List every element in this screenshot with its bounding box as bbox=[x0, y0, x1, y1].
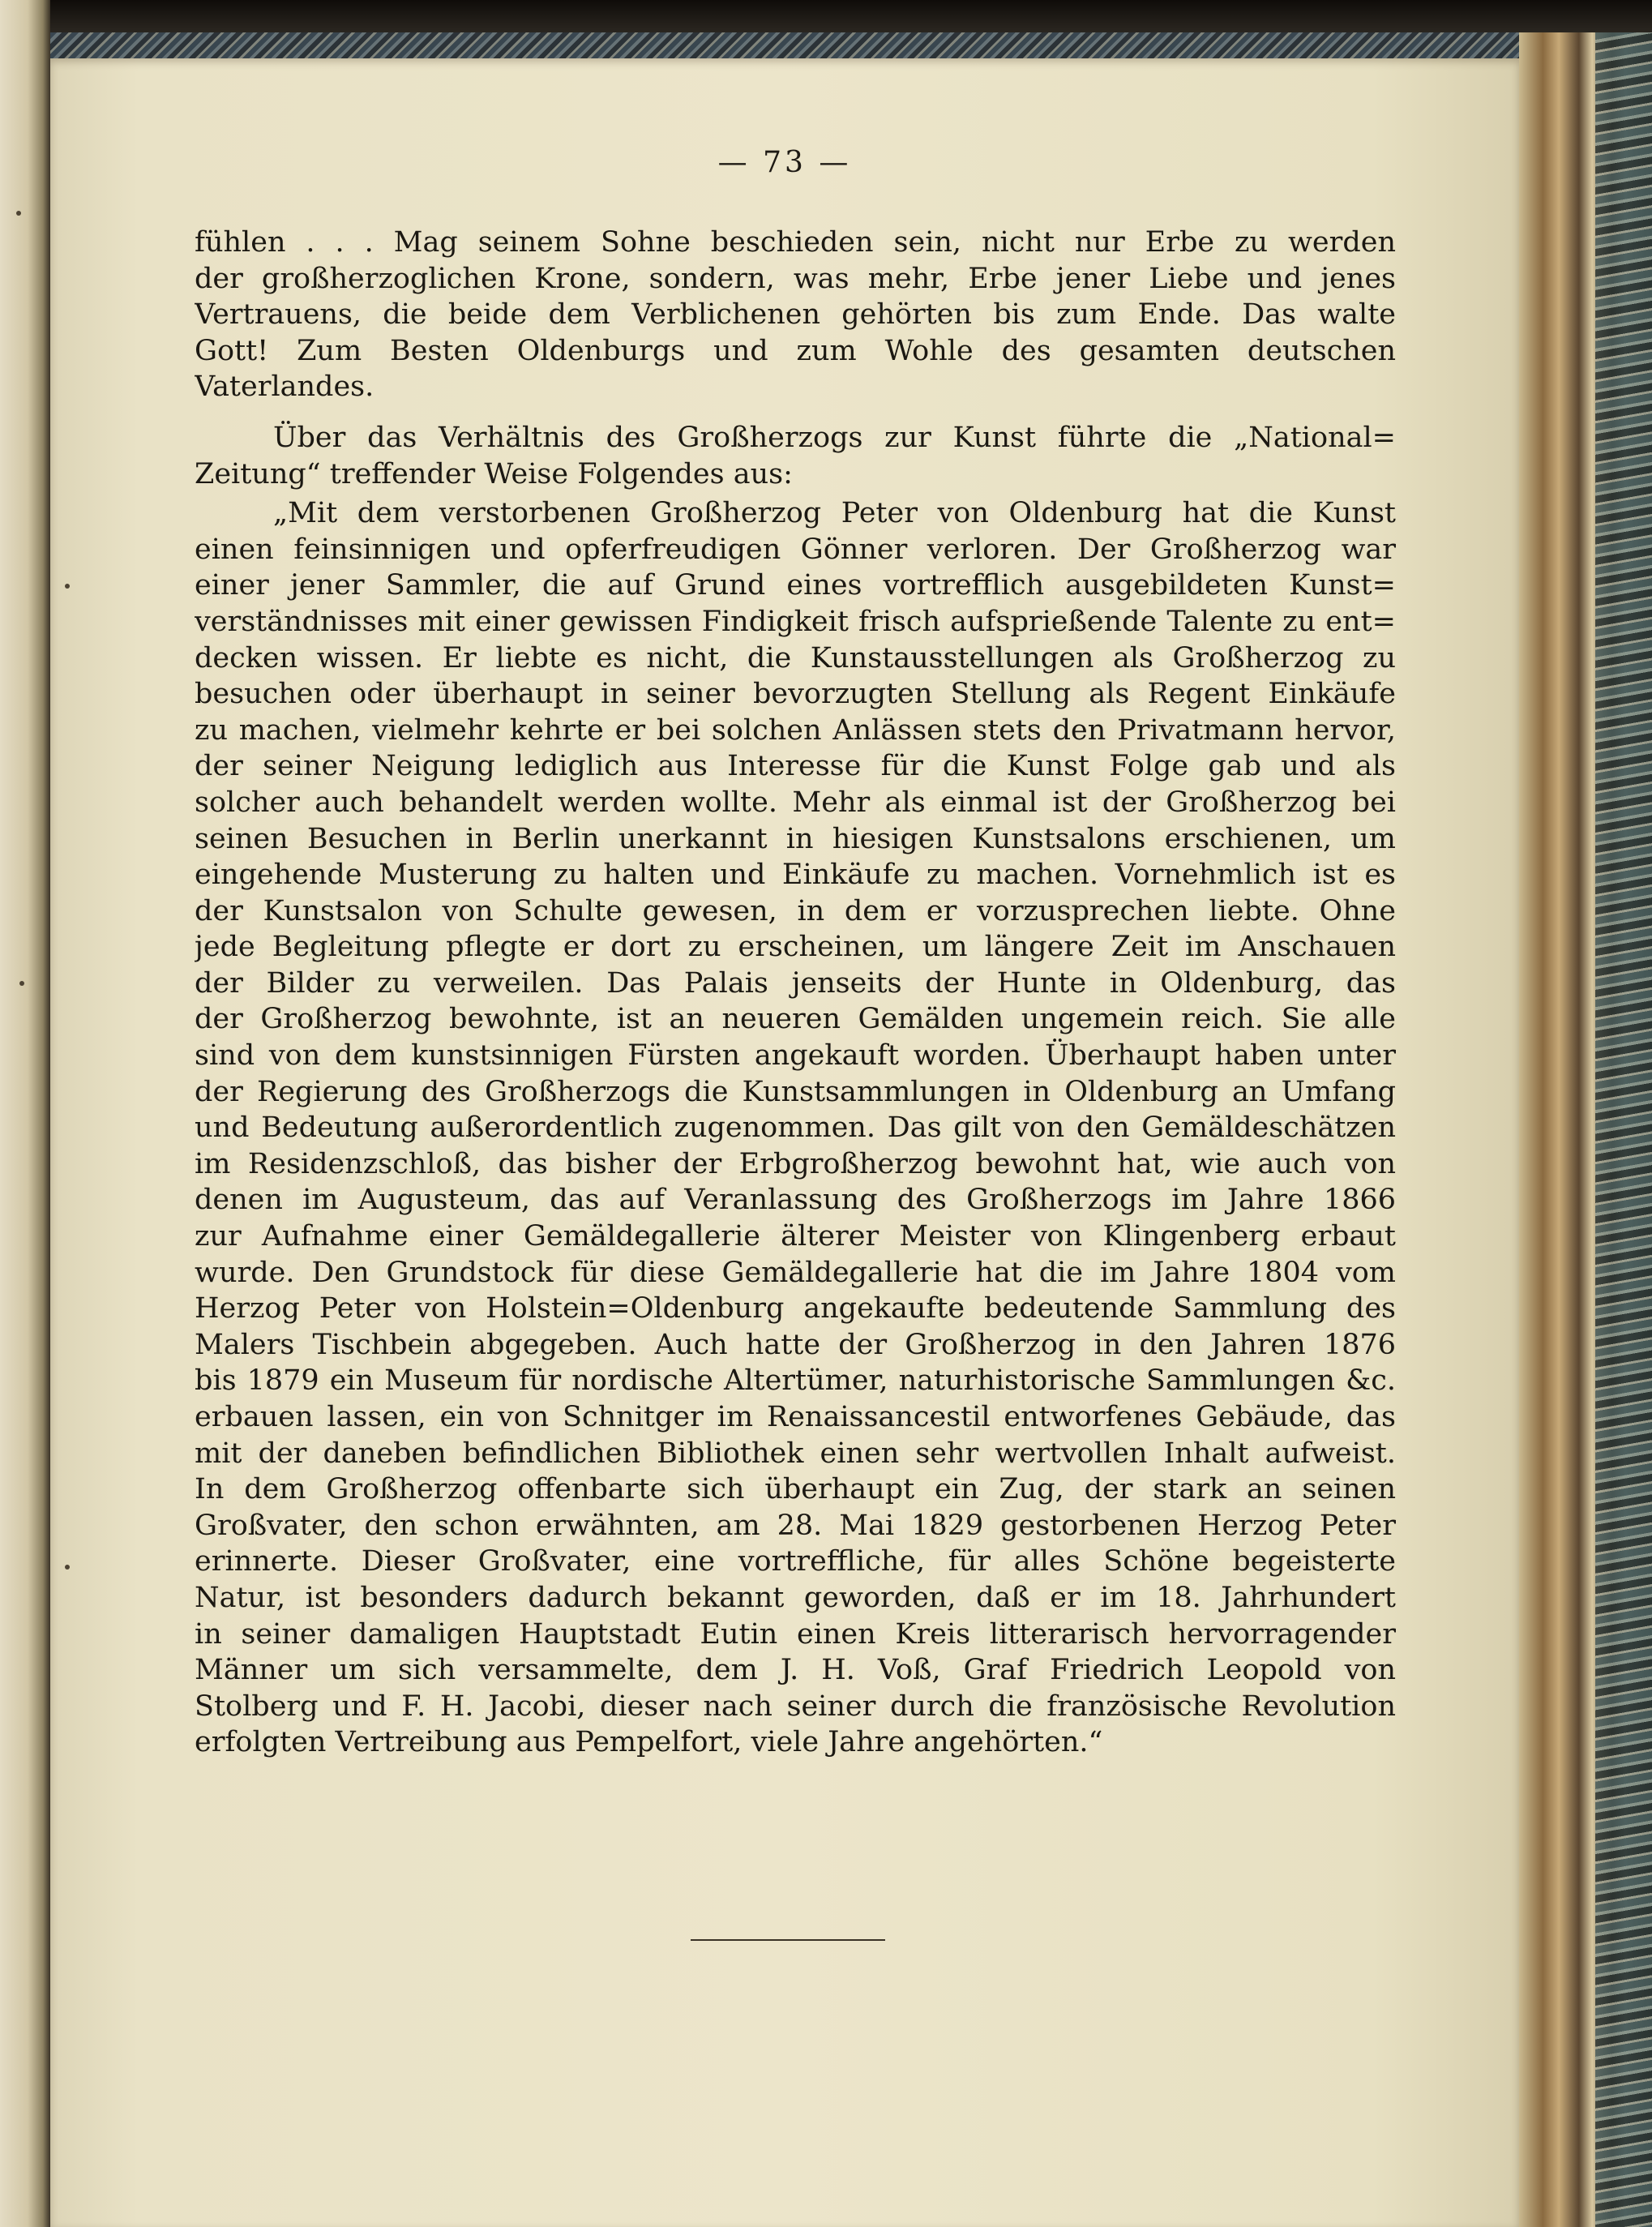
text-line: der Kunstsalon von Schulte gewesen, in dem er vorzusprechen liebte. Ohne bbox=[195, 894, 1396, 927]
text-line: Männer um sich versammelte, dem J. H. Voß, Graf Friedrich Leopold von bbox=[195, 1654, 1396, 1687]
text-line: erbauen lassen, ein von Schnitger im Renaissancestil entworfenes Gebäude, das bbox=[195, 1401, 1396, 1433]
margin-speck bbox=[16, 211, 21, 216]
text-line: der Großherzog bewohnte, ist an neueren Gemälden ungemein reich. Sie alle bbox=[195, 1003, 1396, 1036]
text-line: und Bedeutung außerordentlich zugenommen. Das gilt von den Gemäldeschätzen bbox=[195, 1111, 1396, 1145]
quotation-paragraph bbox=[195, 495, 1396, 1761]
text-line: denen im Augusteum, das auf Veranlassung des Großherzogs im Jahre 1866 bbox=[195, 1184, 1396, 1217]
text-line: Über das Verhältnis des Großherzogs zur Kunst führte die „National= bbox=[273, 421, 1396, 454]
paragraph-1 bbox=[195, 225, 1396, 405]
text-line: Großvater, den schon erwähnten, am 28. Mai 1829 gestorbenen Herzog Peter bbox=[195, 1509, 1396, 1542]
text-line: In dem Großherzog offenbarte sich überhaupt ein Zug, der stark an seinen bbox=[195, 1473, 1396, 1506]
text-line: besuchen oder überhaupt in seiner bevorzugten Stellung als Regent Einkäufe bbox=[195, 678, 1396, 711]
text-line: Zeitung“ treffender Weise Folgendes aus: bbox=[195, 457, 793, 490]
book-page bbox=[50, 58, 1519, 2227]
book-binding bbox=[0, 0, 50, 2227]
text-line: bis 1879 ein Museum für nordische Altertümer, naturhistorische Sammlungen &c. bbox=[195, 1364, 1396, 1398]
margin-speck bbox=[65, 1565, 70, 1570]
text-line: zu machen, vielmehr kehrte er bei solchen Anlässen stets den Privatmann hervor, bbox=[195, 713, 1396, 747]
text-line: einer jener Sammler, die auf Grund eines vortrefflich ausgebildeten Kunst= bbox=[195, 569, 1396, 602]
text-line: Stolberg und F. H. Jacobi, dieser nach seiner durch die französische Revolution bbox=[195, 1690, 1396, 1723]
text-line: verständnisses mit einer gewissen Findigkeit frisch aufsprießende Talente zu ent= bbox=[195, 605, 1396, 638]
text-line: wurde. Den Grundstock für diese Gemäldegallerie hat die im Jahre 1804 vom bbox=[195, 1256, 1396, 1289]
text-line: seinen Besuchen in Berlin unerkannt in hiesigen Kunstsalons erschienen, um bbox=[195, 822, 1396, 855]
text-line: Natur, ist besonders dadurch bekannt geworden, daß er im 18. Jahrhundert bbox=[195, 1581, 1396, 1614]
text-line: mit der daneben befindlichen Bibliothek einen sehr wertvollen Inhalt aufweist. bbox=[195, 1437, 1396, 1470]
text-line: der Regierung des Großherzogs die Kunstsammlungen in Oldenburg an Umfang bbox=[195, 1075, 1396, 1108]
text-line: solcher auch behandelt werden wollte. Mehr als einmal ist der Großherzog bei bbox=[195, 786, 1396, 819]
text-line: decken wissen. Er liebte es nicht, die Kunstausstellungen als Großherzog zu bbox=[195, 641, 1396, 675]
closing-rule bbox=[691, 1939, 885, 1941]
margin-speck bbox=[19, 981, 24, 986]
text-line: fühlen . . . Mag seinem Sohne beschieden sein, nicht nur Erbe zu werden bbox=[195, 226, 1396, 259]
page-edges bbox=[1519, 32, 1652, 2227]
body-text bbox=[195, 225, 1396, 1761]
text-line: eingehende Musterung zu halten und Einkäufe zu machen. Vornehmlich ist es bbox=[195, 859, 1396, 892]
text-line: erfolgten Vertreibung aus Pempelfort, viele Jahre angehörten.“ bbox=[195, 1726, 1103, 1759]
text-line: der seiner Neigung lediglich aus Interesse für die Kunst Folge gab und als bbox=[195, 750, 1396, 783]
text-line: zur Aufnahme einer Gemäldegallerie älterer Meister von Klingenberg erbaut bbox=[195, 1220, 1396, 1253]
page-number: — 73 — bbox=[717, 146, 852, 179]
text-line: der großherzoglichen Krone, sondern, was mehr, Erbe jener Liebe und jenes bbox=[195, 262, 1396, 295]
text-line: „Mit dem verstorbenen Großherzog Peter von Oldenburg hat die Kunst bbox=[273, 497, 1396, 530]
text-line: Vaterlandes. bbox=[195, 370, 374, 404]
text-line: im Residenzschloß, das bisher der Erbgroßherzog bewohnt hat, wie auch von bbox=[195, 1147, 1396, 1180]
text-line: sind von dem kunstsinnigen Fürsten angekauft worden. Überhaupt haben unter bbox=[195, 1039, 1396, 1073]
text-line: Vertrauens, die beide dem Verblichenen gehörten bis zum Ende. Das walte bbox=[195, 298, 1396, 332]
margin-speck bbox=[65, 584, 70, 589]
text-line: Herzog Peter von Holstein=Oldenburg angekaufte bedeutende Sammlung des bbox=[195, 1292, 1396, 1325]
paragraph-2 bbox=[195, 420, 1396, 492]
text-line: einen feinsinnigen und opferfreudigen Gönner verloren. Der Großherzog war bbox=[195, 533, 1396, 566]
text-line: in seiner damaligen Hauptstadt Eutin einen Kreis litterarisch hervorragender bbox=[195, 1617, 1396, 1651]
text-line: Gott! Zum Besten Oldenburgs und zum Wohle des gesamten deutschen bbox=[195, 334, 1396, 367]
text-line: der Bilder zu verweilen. Das Palais jenseits der Hunte in Oldenburg, das bbox=[195, 966, 1396, 1000]
marbled-edge-top bbox=[50, 32, 1542, 60]
text-line: jede Begleitung pflegte er dort zu erscheinen, um längere Zeit im Anschauen bbox=[195, 931, 1396, 964]
text-line: Malers Tischbein abgegeben. Auch hatte der Großherzog in den Jahren 1876 bbox=[195, 1328, 1396, 1361]
text-line: erinnerte. Dieser Großvater, eine vortreffliche, für alles Schöne begeisterte bbox=[195, 1545, 1396, 1578]
